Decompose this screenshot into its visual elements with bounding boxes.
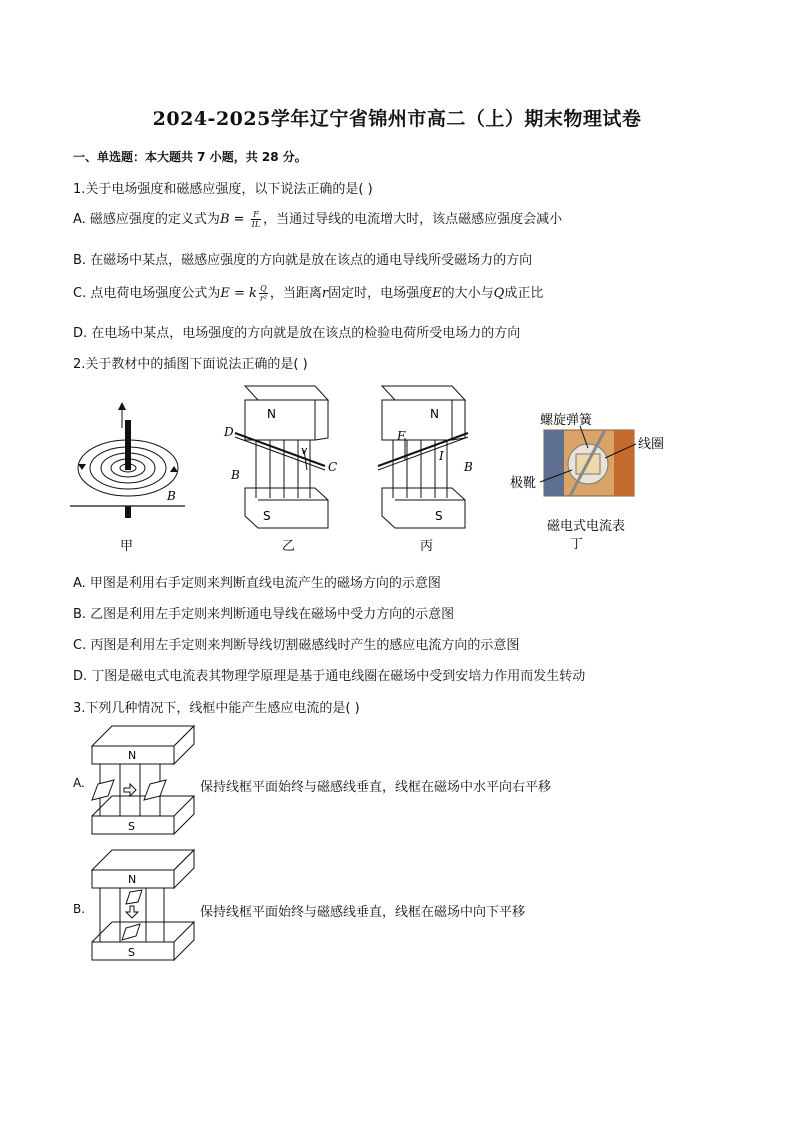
q1-stem: 1.关于电场强度和磁感应强度，以下说法正确的是( ) xyxy=(73,182,373,197)
yi-d-label: D xyxy=(224,425,234,439)
q1-a-fraction xyxy=(251,210,261,229)
bing-s-label: S xyxy=(435,509,443,523)
q3-b-text: 保持线框平面始终与磁感线垂直，线框在磁场中向下平移 xyxy=(200,905,526,920)
q1-a-den: IL xyxy=(251,220,261,229)
q1-option-d: D. 在电场中某点，电场强度的方向就是放在该点的检验电荷所受电场力的方向 xyxy=(73,326,521,341)
figure-jia xyxy=(70,402,185,554)
q1-c-post: 成正比 xyxy=(504,286,544,301)
q1-a-text: A. 磁感应强度的定义式为 xyxy=(73,212,220,227)
q1-c-eq: E = k xyxy=(220,286,257,301)
q3-stem: 3.下列几种情况下，线框中能产生感应电流的是( ) xyxy=(73,701,360,716)
figure-bing xyxy=(378,386,473,554)
q1-option-b: B. 在磁场中某点，磁感应强度的方向就是放在该点的通电导线所受磁场力的方向 xyxy=(73,253,533,268)
q1-a-var: B xyxy=(219,212,230,227)
q1-a-eq: = xyxy=(229,212,249,227)
bing-n-label: N xyxy=(430,407,439,421)
q1-c-mid1: ，当距离 xyxy=(269,286,322,301)
q1-c-num: Q xyxy=(260,284,267,293)
q1-c-fraction xyxy=(259,284,268,303)
q1-c-mid2: 固定时，电场强度 xyxy=(328,286,433,301)
ding-coil-label: 线圈 xyxy=(638,437,665,452)
q3-a-label: A. xyxy=(73,776,85,790)
ding-pole-label: 极靴 xyxy=(510,476,537,491)
ding-spring-label: 螺旋弹簧 xyxy=(540,413,593,428)
q1-c-q: Q xyxy=(493,286,505,301)
bing-label: 丙 xyxy=(420,539,434,554)
q1-a-post: ，当通过导线的电流增大时，该点磁感应强度会减小 xyxy=(263,212,563,227)
bing-b-label: B xyxy=(464,460,473,474)
section-heading: 一、单选题：本大题共 7 小题，共 28 分。 xyxy=(73,150,307,164)
yi-v-label: v xyxy=(301,444,308,457)
bing-i-label: I xyxy=(439,449,444,463)
yi-n-label: N xyxy=(267,407,276,421)
q1-c-text: C. 点电荷电场强度公式为 xyxy=(73,286,221,301)
q3-a-s-label: S xyxy=(128,820,135,833)
q3-b-label: B. xyxy=(73,902,86,916)
q1-option-a xyxy=(73,208,562,229)
jia-label: 甲 xyxy=(120,539,134,554)
q2-option-c: C. 丙图是利用左手定则来判断导线切割磁感线时产生的感应电流方向的示意图 xyxy=(73,638,520,653)
q3-b-s-label: S xyxy=(128,946,135,959)
q3-b-n-label: N xyxy=(128,873,137,886)
yi-label: 乙 xyxy=(282,539,296,554)
q2-option-a: A. 甲图是利用右手定则来判断直线电流产生的磁场方向的示意图 xyxy=(73,576,441,591)
q2-option-b: B. 乙图是利用左手定则来判断通电导线在磁场中受力方向的示意图 xyxy=(73,607,455,622)
yi-c-label: C xyxy=(328,460,338,474)
q1-c-r: r xyxy=(321,286,329,301)
bing-f-label: F xyxy=(397,429,406,443)
q1-c-e: E xyxy=(432,286,442,301)
page-title: 2024-2025学年辽宁省锦州市高二（上）期末物理试卷 xyxy=(152,108,642,130)
yi-b-label: B xyxy=(231,468,240,482)
q3-a-n-label: N xyxy=(128,749,137,762)
figure-yi xyxy=(223,386,337,554)
figure-ding xyxy=(510,412,664,552)
q3-b-figure xyxy=(90,848,198,966)
q1-c-mid3: 的大小与 xyxy=(441,286,494,301)
q1-option-c xyxy=(73,282,543,303)
q2-figure xyxy=(60,378,700,558)
q2-option-d: D. 丁图是磁电式电流表其物理学原理是基于通电线圈在磁场中受到安培力作用而发生转动 xyxy=(73,669,586,684)
q2-stem: 2.关于教材中的插图下面说法正确的是( ) xyxy=(73,357,308,372)
yi-s-label: S xyxy=(263,509,271,523)
q1-c-den: r² xyxy=(259,294,267,303)
ding-label: 丁 xyxy=(570,537,584,552)
q3-a-text: 保持线框平面始终与磁感线垂直，线框在磁场中水平向右平移 xyxy=(200,780,552,795)
q3-a-figure xyxy=(90,724,198,842)
jia-b-label: B xyxy=(167,489,176,503)
ding-meter-label: 磁电式电流表 xyxy=(547,519,626,534)
q1-a-num: F xyxy=(251,210,261,220)
